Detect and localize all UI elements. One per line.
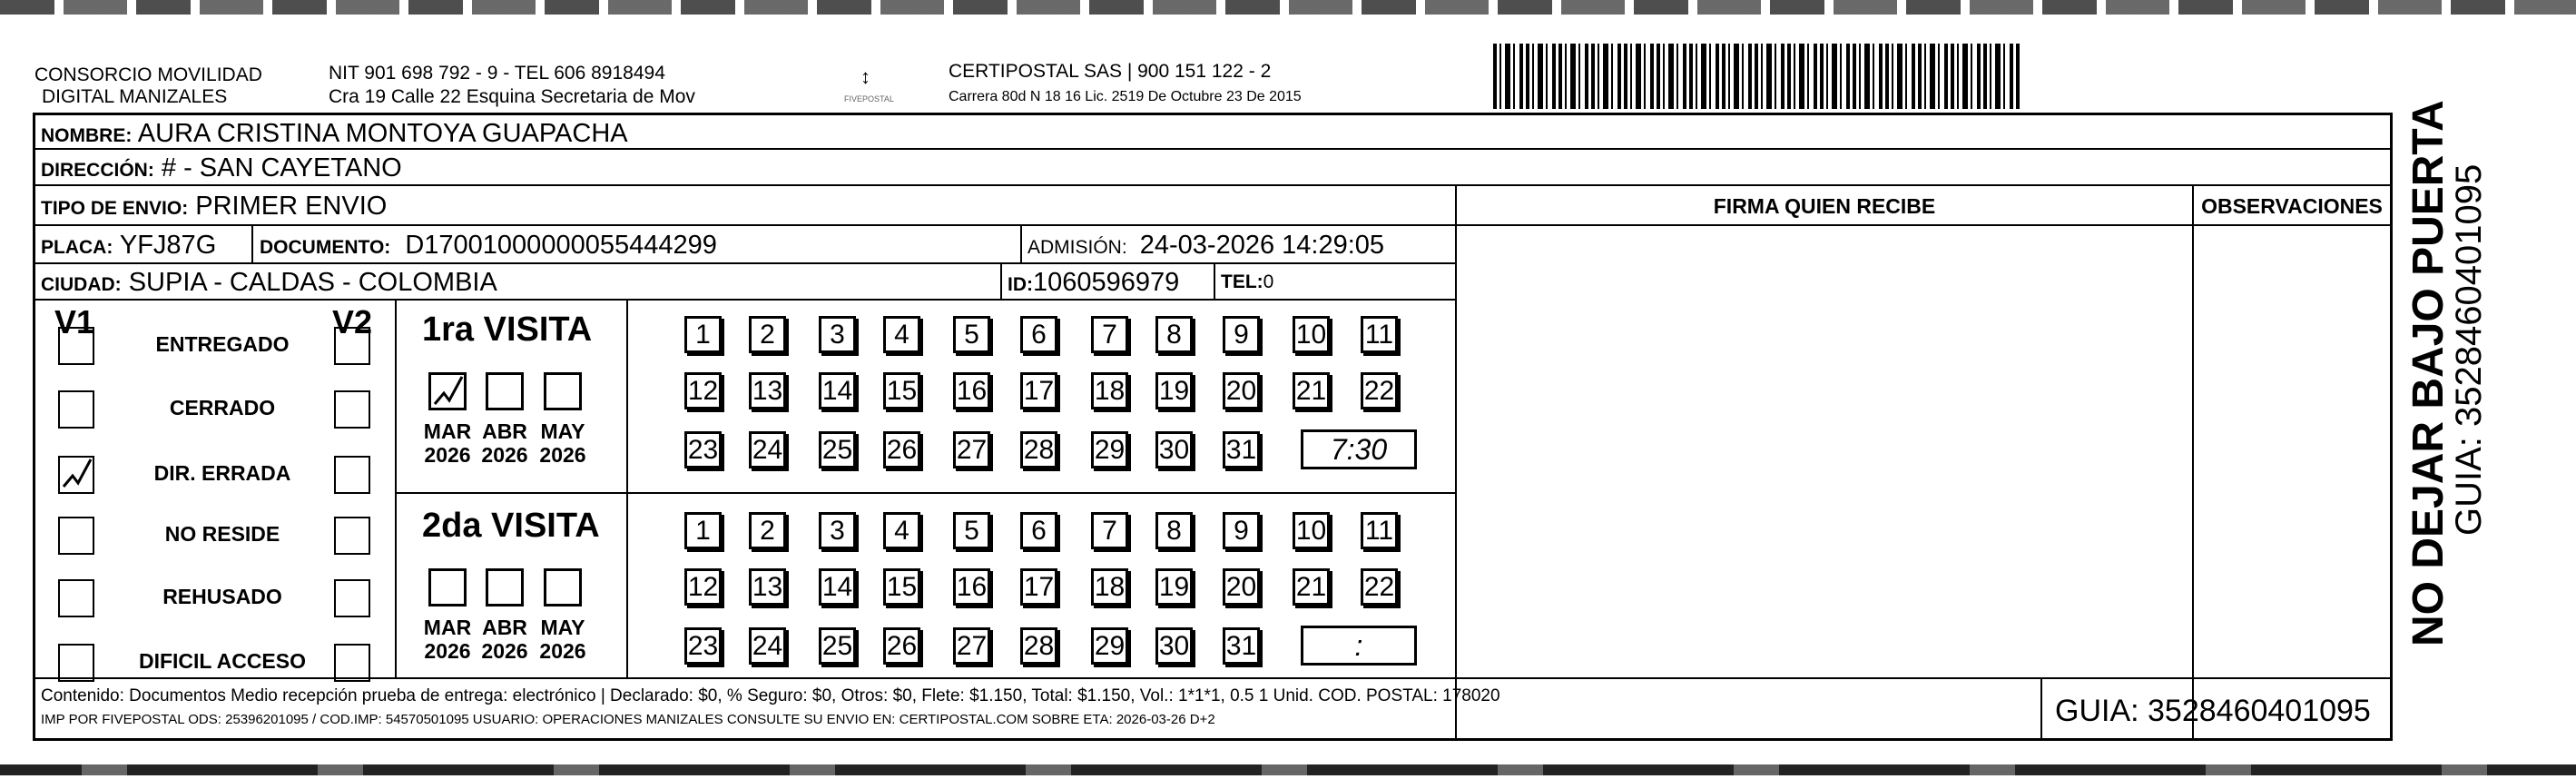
month-label <box>420 419 475 467</box>
month-name: MAR <box>423 616 472 639</box>
status-v1-checkbox[interactable] <box>58 390 94 429</box>
day-box[interactable]: 9 <box>1223 316 1260 353</box>
status-v1-checkbox[interactable] <box>58 644 94 682</box>
barcode <box>1493 44 2020 109</box>
status-label: NO RESIDE <box>164 522 280 546</box>
month-year: 2026 <box>481 443 528 467</box>
day-box[interactable]: 7 <box>1091 316 1128 353</box>
status-v2-checkbox[interactable] <box>334 579 370 617</box>
day-box[interactable]: 12 <box>684 372 722 409</box>
admision-label: ADMISIÓN: <box>1027 237 1127 258</box>
day-box[interactable]: 16 <box>953 568 990 606</box>
documento-label: DOCUMENTO: <box>260 237 391 258</box>
direccion-row <box>35 150 2390 186</box>
day-box[interactable]: 30 <box>1155 627 1193 665</box>
placa-label: PLACA: <box>41 237 113 258</box>
month-checkbox[interactable] <box>486 568 524 606</box>
status-v1-checkbox[interactable] <box>58 327 94 365</box>
carrier-line2: Carrera 80d N 18 16 Lic. 2519 De Octubre 23 De 2015 <box>949 89 1302 104</box>
day-box[interactable]: 11 <box>1361 316 1398 353</box>
day-box[interactable]: 27 <box>953 627 990 665</box>
day-box[interactable]: 9 <box>1223 512 1260 549</box>
tipo-value: PRIMER ENVIO <box>195 192 388 221</box>
day-box[interactable]: 6 <box>1020 316 1057 353</box>
day-box[interactable]: 2 <box>749 316 786 353</box>
observaciones-divider <box>2192 226 2194 738</box>
company-name-line1: CONSORCIO MOVILIDAD <box>34 64 262 85</box>
visit2-title: 2da VISITA <box>422 507 600 545</box>
tipo-label: TIPO DE ENVIO: <box>41 198 189 219</box>
day-box[interactable]: 15 <box>883 568 920 606</box>
day-box[interactable]: 15 <box>883 372 920 409</box>
day-box[interactable]: 23 <box>684 431 722 468</box>
nombre-value: AURA CRISTINA MONTOYA GUAPACHA <box>137 119 628 148</box>
day-box[interactable]: 29 <box>1091 431 1128 468</box>
tel-label: TEL: <box>1221 271 1263 292</box>
footer-guia-separator <box>2040 677 2042 738</box>
month-name: MAY <box>540 419 585 443</box>
status-divider <box>395 301 397 677</box>
day-box[interactable]: 26 <box>883 431 920 468</box>
firma-header: FIRMA QUIEN RECIBE <box>1455 186 2192 226</box>
month-name: MAY <box>540 616 585 639</box>
admision-separator <box>1020 226 1022 264</box>
id-label: ID: <box>1008 274 1033 295</box>
month-label <box>420 616 475 663</box>
nombre-row <box>35 115 2390 150</box>
day-box[interactable]: 20 <box>1223 372 1260 409</box>
admision-value: 24-03-2026 14:29:05 <box>1139 231 1385 260</box>
month-year: 2026 <box>424 639 471 663</box>
tel-separator <box>1214 264 1215 301</box>
day-box[interactable]: 21 <box>1293 372 1330 409</box>
placa-value: YFJ87G <box>119 231 217 260</box>
status-v2-checkbox[interactable] <box>334 517 370 555</box>
month-label <box>536 419 590 467</box>
company-name-line2: DIGITAL MANIZALES <box>42 86 228 107</box>
day-box[interactable]: 3 <box>819 512 856 549</box>
day-box[interactable]: 12 <box>684 568 722 606</box>
day-box[interactable]: 22 <box>1361 372 1398 409</box>
nombre-label: NOMBRE: <box>41 125 133 146</box>
month-name: ABR <box>482 419 527 443</box>
address-line: Cra 19 Calle 22 Esquina Secretaria de Mov <box>329 86 695 107</box>
day-box[interactable]: 16 <box>953 372 990 409</box>
status-v1-checkbox[interactable] <box>58 456 94 494</box>
day-box[interactable]: 25 <box>819 627 856 665</box>
visit1-title: 1ra VISITA <box>422 311 593 349</box>
footer-divider <box>35 677 2390 679</box>
month-name: MAR <box>423 419 472 443</box>
day-box[interactable]: 20 <box>1223 568 1260 606</box>
day-box[interactable]: 8 <box>1155 316 1193 353</box>
day-box[interactable]: 28 <box>1020 627 1057 665</box>
day-box[interactable]: 4 <box>883 316 920 353</box>
day-box[interactable]: 31 <box>1223 627 1260 665</box>
footer-guia: GUIA: 3528460401095 <box>2055 694 2371 728</box>
day-box[interactable]: 27 <box>953 431 990 468</box>
day-box[interactable]: 13 <box>749 372 786 409</box>
visit-divider <box>626 301 628 677</box>
footer-imp: IMP POR FIVEPOSTAL ODS: 25396201095 / COD.IMP: 54570501095 USUARIO: OPERACIONES MANIZALES CONSULTE SU ENVIO EN: CERTIPOSTAL.COM SOBRE ETA: 2026-03-26 D+2 <box>41 712 1215 727</box>
carrier-line1: CERTIPOSTAL SAS | 900 151 122 - 2 <box>949 61 1272 82</box>
month-name: ABR <box>482 616 527 639</box>
day-box[interactable]: 21 <box>1293 568 1330 606</box>
month-year: 2026 <box>539 639 586 663</box>
month-label <box>477 419 532 467</box>
month-label <box>536 616 590 663</box>
month-label <box>477 616 532 663</box>
status-label: DIFICIL ACCESO <box>138 649 306 673</box>
day-box[interactable]: 28 <box>1020 431 1057 468</box>
day-box[interactable]: 19 <box>1155 568 1193 606</box>
status-v2-checkbox[interactable] <box>334 456 370 494</box>
day-box[interactable]: 8 <box>1155 512 1193 549</box>
day-box[interactable]: 17 <box>1020 372 1057 409</box>
day-box[interactable]: 3 <box>819 316 856 353</box>
day-box[interactable]: 23 <box>684 627 722 665</box>
day-box[interactable]: 24 <box>749 627 786 665</box>
documento-field <box>260 231 717 261</box>
status-label: CERRADO <box>169 396 276 419</box>
observaciones-header: OBSERVACIONES <box>2192 186 2390 226</box>
status-v2-checkbox[interactable] <box>334 390 370 429</box>
day-box[interactable]: 1 <box>684 316 722 353</box>
side-guia: GUIA: 3528460401095 <box>2449 163 2489 536</box>
direccion-label: DIRECCIÓN: <box>41 160 154 181</box>
day-box[interactable]: 2 <box>749 512 786 549</box>
month-year: 2026 <box>481 639 528 663</box>
day-box[interactable]: 24 <box>749 431 786 468</box>
tel-field <box>1221 271 1273 293</box>
ciudad-value: SUPIA - CALDAS - COLOMBIA <box>128 268 497 297</box>
status-v1-checkbox[interactable] <box>58 517 94 555</box>
side-warning-title: NO DEJAR BAJO PUERTA <box>2404 100 2453 646</box>
day-box[interactable]: 5 <box>953 316 990 353</box>
day-box[interactable]: 4 <box>883 512 920 549</box>
fivepostal-logo-icon: ↕ <box>860 65 870 88</box>
day-box[interactable]: 14 <box>819 372 856 409</box>
month-year: 2026 <box>424 443 471 467</box>
month-year: 2026 <box>539 443 586 467</box>
placa-separator <box>251 226 253 264</box>
status-label: REHUSADO <box>162 585 282 608</box>
day-box[interactable]: 19 <box>1155 372 1193 409</box>
day-box[interactable]: 13 <box>749 568 786 606</box>
ciudad-field <box>41 268 497 298</box>
footer-contenido: Contenido: Documentos Medio recepción prueba de entrega: electrónico | Declarado: $0, % Seguro: $0, Otros: $0, Flete: $1.150, Total: $1.150, Vol.: 1*1*1, 0.5 1 Unid. COD. POSTAL: 178020 <box>41 686 1500 705</box>
placa-field <box>41 231 216 261</box>
bottom-tear-edge <box>0 764 2576 775</box>
logo-caption: FIVEPOSTAL <box>844 94 894 104</box>
tipo-row <box>35 186 1455 226</box>
visit-row-divider <box>397 492 1455 494</box>
month-checkbox[interactable] <box>428 568 467 606</box>
day-box[interactable]: 18 <box>1091 568 1128 606</box>
day-box[interactable]: 30 <box>1155 431 1193 468</box>
month-checkbox[interactable] <box>428 372 467 410</box>
day-box[interactable]: 10 <box>1293 512 1330 549</box>
id-value: 1060596979 <box>1033 268 1180 297</box>
day-box[interactable]: 1 <box>684 512 722 549</box>
id-separator <box>1000 264 1002 301</box>
day-box[interactable]: 29 <box>1091 627 1128 665</box>
day-box[interactable]: 22 <box>1361 568 1398 606</box>
tel-value: 0 <box>1263 271 1274 292</box>
ciudad-label: CIUDAD: <box>41 274 122 295</box>
direccion-value: # - SAN CAYETANO <box>161 153 402 182</box>
time-field[interactable]: 7:30 <box>1301 429 1417 469</box>
month-checkbox[interactable] <box>486 372 524 410</box>
month-checkbox[interactable] <box>544 568 582 606</box>
day-box[interactable]: 31 <box>1223 431 1260 468</box>
top-tear-edge <box>0 0 2576 15</box>
time-field[interactable]: : <box>1301 626 1417 666</box>
status-label: DIR. ERRADA <box>153 461 291 485</box>
status-label: ENTREGADO <box>155 332 290 356</box>
day-box[interactable]: 7 <box>1091 512 1128 549</box>
day-box[interactable]: 5 <box>953 512 990 549</box>
v1-header: V1 <box>54 303 95 340</box>
day-box[interactable]: 25 <box>819 431 856 468</box>
nit-line: NIT 901 698 792 - 9 - TEL 606 8918494 <box>329 63 665 84</box>
status-v2-checkbox[interactable] <box>334 644 370 682</box>
day-box[interactable]: 14 <box>819 568 856 606</box>
documento-value: D17001000000055444299 <box>405 231 717 260</box>
status-v2-checkbox[interactable] <box>334 327 370 365</box>
id-field <box>1008 268 1179 298</box>
firma-divider <box>1455 226 1457 738</box>
status-v1-checkbox[interactable] <box>58 579 94 617</box>
day-box[interactable]: 18 <box>1091 372 1128 409</box>
day-box[interactable]: 17 <box>1020 568 1057 606</box>
admision-field <box>1027 231 1384 261</box>
day-box[interactable]: 11 <box>1361 512 1398 549</box>
day-box[interactable]: 26 <box>883 627 920 665</box>
day-box[interactable]: 10 <box>1293 316 1330 353</box>
v2-header: V2 <box>332 303 373 340</box>
month-checkbox[interactable] <box>544 372 582 410</box>
day-box[interactable]: 6 <box>1020 512 1057 549</box>
